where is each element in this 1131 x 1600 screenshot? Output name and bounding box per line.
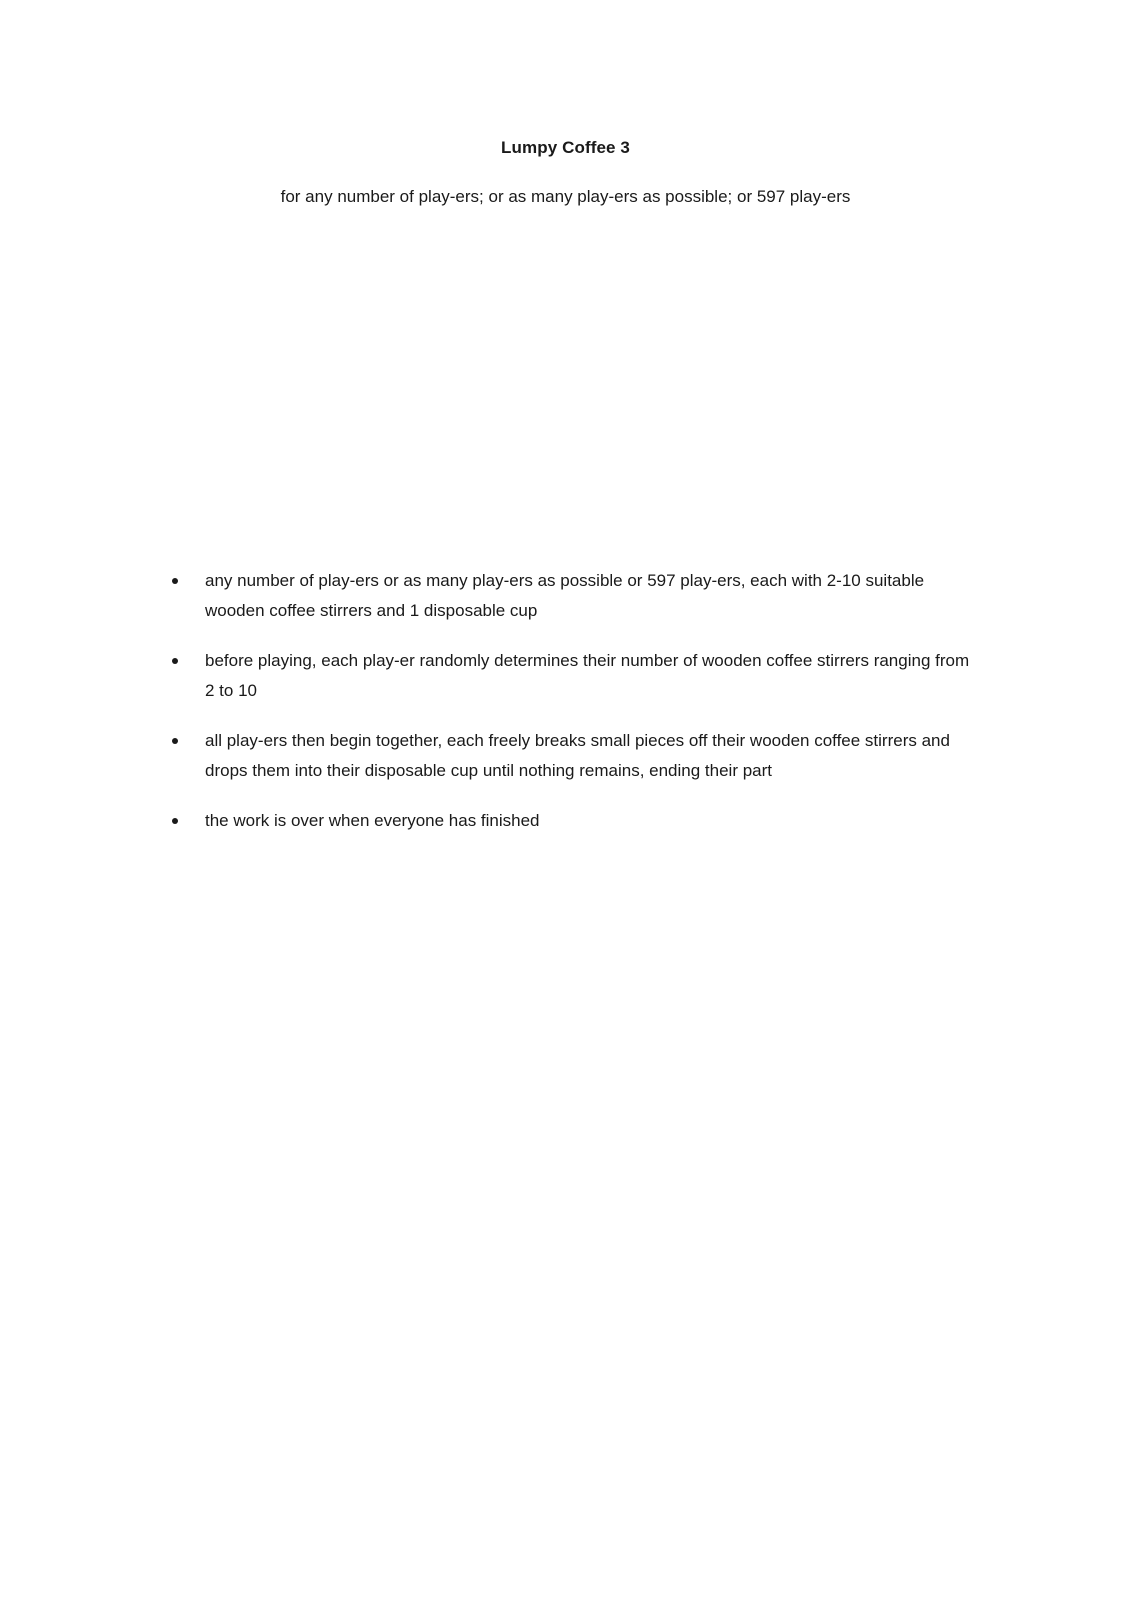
list-item — [172, 806, 972, 836]
bullet-icon — [172, 738, 178, 744]
page-subtitle: for any number of play-ers; or as many play-ers as possible; or 597 play-ers — [280, 187, 851, 206]
instruction-list — [172, 566, 972, 856]
bullet-icon — [172, 578, 178, 584]
list-item-text: the work is over when everyone has finished — [205, 811, 540, 830]
list-item — [172, 646, 972, 706]
list-item-text: all play-ers then begin together, each freely breaks small pieces off their wooden coffee stirrers and drops them into their disposable cup until nothing remains, ending their part — [205, 731, 950, 780]
page-title: Lumpy Coffee 3 — [501, 138, 630, 157]
bullet-icon — [172, 658, 178, 664]
list-item — [172, 566, 972, 626]
bullet-icon — [172, 818, 178, 824]
list-item — [172, 726, 972, 786]
list-item-text: before playing, each play-er randomly determines their number of wooden coffee stirrers ranging from 2 to 10 — [205, 651, 970, 700]
list-item-text: any number of play-ers or as many play-ers as possible or 597 play-ers, each with 2-10 suitable wooden coffee stirrers and 1 disposable cup — [205, 571, 925, 620]
